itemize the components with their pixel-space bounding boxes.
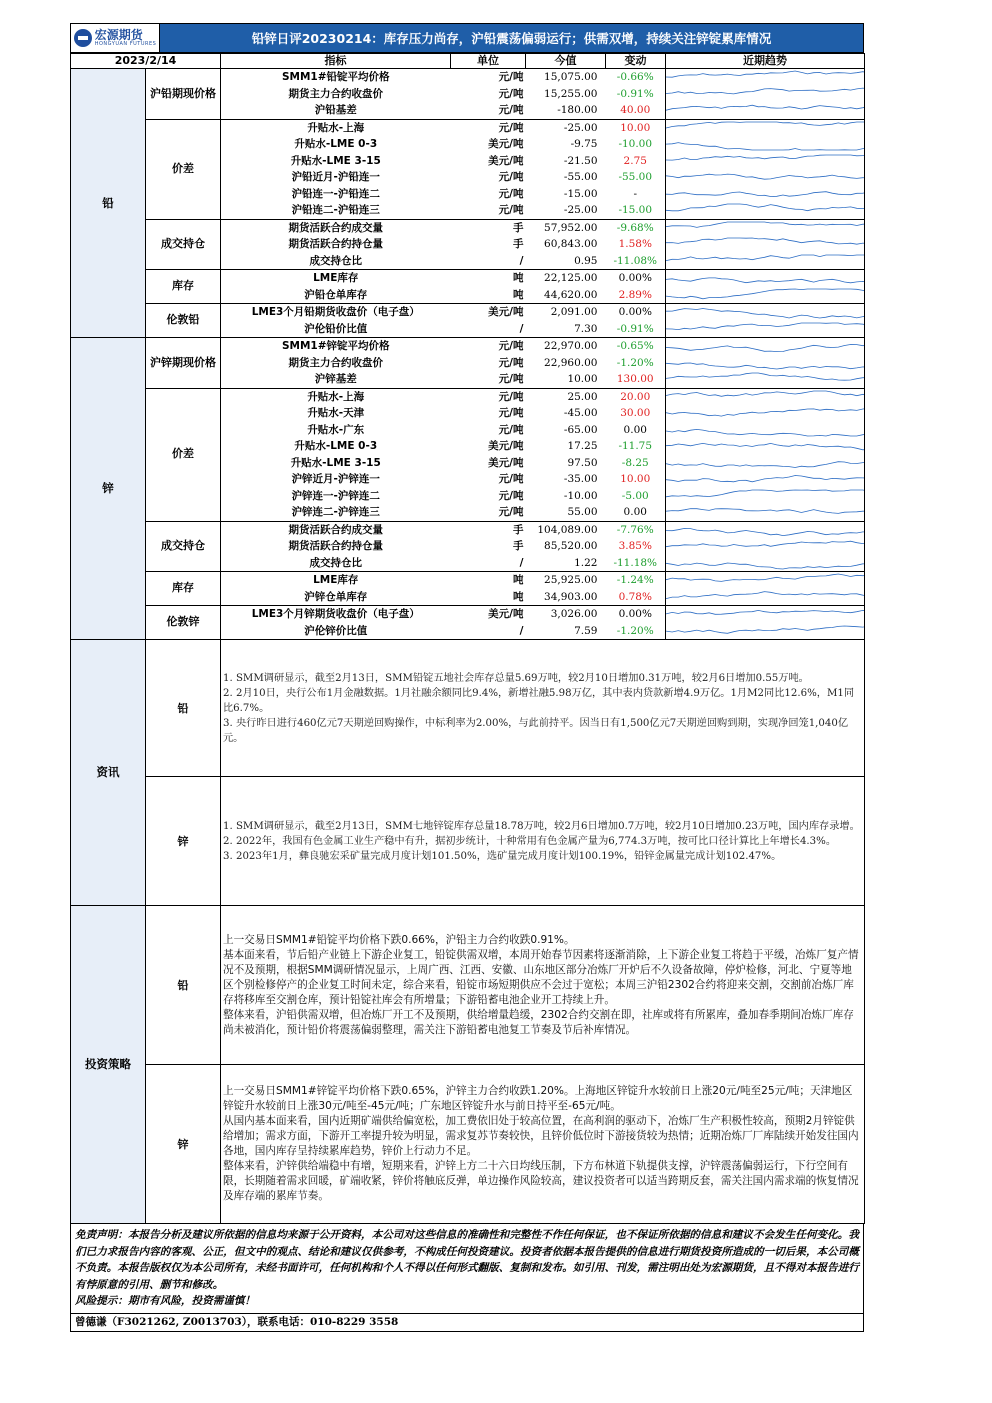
sparkline-svg bbox=[666, 321, 865, 337]
trend-sparkline bbox=[666, 422, 865, 439]
indicator-change: 0.00% bbox=[618, 608, 652, 620]
indicator-name: 沪铅连二-沪铅连三 bbox=[221, 202, 451, 219]
risk-warning: 风险提示：期市有风险，投资需谨慎！ bbox=[75, 1295, 256, 1307]
indicator-change: -15.00 bbox=[606, 202, 666, 219]
indicator-unit: / bbox=[451, 321, 526, 338]
indicator-change: 0.00 bbox=[623, 423, 647, 436]
metal-label: 锌 bbox=[71, 338, 146, 640]
indicator-value: 17.25 bbox=[567, 440, 598, 452]
indicator-unit: 元/吨 bbox=[498, 423, 524, 436]
news-zinc-row bbox=[71, 777, 865, 906]
indicator-value: -25.00 bbox=[563, 121, 598, 134]
indicator-change: 2.89% bbox=[606, 287, 666, 304]
indicator-value: 22,125.00 bbox=[544, 272, 598, 284]
indicator-unit: 吨 bbox=[451, 589, 526, 606]
indicator-name: 升贴水-上海 bbox=[307, 390, 365, 403]
indicator-value: -21.50 bbox=[563, 154, 598, 167]
indicator-value: 15,255.00 bbox=[544, 87, 598, 100]
indicator-unit: 吨 bbox=[451, 287, 526, 304]
indicator-unit: / bbox=[451, 623, 526, 640]
indicator-value: 55.00 bbox=[526, 504, 606, 521]
metal-label: 铅 bbox=[71, 69, 146, 338]
indicator-value: 2,091.00 bbox=[550, 306, 598, 318]
indicator-change: - bbox=[633, 187, 638, 200]
news-lead-item: 2. 2月10日，央行公布1月金融数据。1月社融余额同比9.4%，新增社融5.98万亿，其中表内贷款新增4.9万亿。1月M2同比12.6%，M1同比6.7%。 bbox=[223, 687, 855, 714]
indicator-unit: 元/吨 bbox=[498, 71, 524, 83]
indicator-name: LME库存 bbox=[313, 574, 359, 586]
column-header-row bbox=[71, 54, 865, 69]
indicator-value: 25,925.00 bbox=[544, 574, 598, 586]
indicator-value: 34,903.00 bbox=[526, 589, 606, 606]
indicator-change: -0.65% bbox=[616, 340, 654, 352]
trend-sparkline bbox=[666, 321, 865, 338]
indicator-name: 升贴水-LME 3-15 bbox=[290, 456, 381, 469]
group-label: 伦敦铅 bbox=[146, 304, 221, 338]
indicator-value: 22,960.00 bbox=[544, 356, 598, 369]
sparkline-svg bbox=[666, 555, 865, 571]
col-today: 今值 bbox=[526, 54, 606, 69]
trend-sparkline bbox=[666, 304, 865, 321]
indicator-unit: 元/吨 bbox=[498, 489, 524, 502]
sparkline-svg bbox=[666, 522, 865, 538]
indicator-change: 10.00 bbox=[620, 121, 651, 134]
trend-sparkline bbox=[666, 69, 865, 86]
logo-subtext: HONGYUAN FUTURES bbox=[94, 41, 157, 47]
indicator-name: 期货主力合约收盘价 bbox=[288, 87, 383, 100]
report-page bbox=[70, 23, 864, 1332]
indicator-change: -0.91% bbox=[616, 87, 654, 100]
indicator-value: -35.00 bbox=[563, 473, 598, 485]
indicator-name: 升贴水-广东 bbox=[307, 423, 365, 436]
trend-sparkline bbox=[666, 538, 865, 555]
strategy-lead-para: 基本面来看，节后铅产业链上下游企业复工，铅锭供需双增，本周开始春节因素将逐渐消除，上下游企业复工将趋于平缓，冶炼厂复产情况不及预期，根据SMM调研情况显示，上周广西、江西、安徽、山东地区部分冶炼厂开炉后不久设备故障，停炉检修，河北、宁夏等地区个别检修停产的企业复工时间未定，综合来看，铅锭市场短期供应不会过于宽松；本周三沪铅2302合约将迎来交割，交割前冶炼厂库存将移库至交割仓库，预计铅锭社库会有所增量；下游铅蓄电池企业开工持续上升。 bbox=[223, 948, 859, 1006]
sparkline-svg bbox=[666, 504, 865, 520]
indicator-change: 30.00 bbox=[620, 407, 651, 419]
sparkline-svg bbox=[666, 338, 865, 354]
sparkline-svg bbox=[666, 422, 865, 438]
indicator-unit: 元/吨 bbox=[498, 407, 524, 419]
indicator-value: 25.00 bbox=[567, 390, 598, 403]
indicator-name: 沪铅连一-沪铅连二 bbox=[291, 187, 380, 200]
sparkline-svg bbox=[666, 220, 865, 236]
group-label: 成交持仓 bbox=[146, 219, 221, 270]
indicator-unit: 元/吨 bbox=[498, 171, 524, 183]
sparkline-svg bbox=[666, 102, 865, 118]
trend-sparkline bbox=[666, 471, 865, 488]
indicator-unit: 元/吨 bbox=[498, 390, 524, 403]
indicator-name: 沪伦铅价比值 bbox=[221, 321, 451, 338]
strategy-zinc-para: 从国内基本面来看，国内近期矿端供给偏宽松，加工费依旧处于较高位置，在高利润的驱动下，冶炼厂生产积极性较高，预期2月锌锭供给增加；需求方面，下游开工率提升较为明显，需求复苏节奏较快，且锌价低位时下游接货较为热情；近期冶炼厂厂库陆续开始发往国内各地，国内库存呈持续累库趋势，锌价上行动力不足。 bbox=[223, 1115, 859, 1157]
trend-sparkline bbox=[666, 169, 865, 186]
indicator-unit: 吨 bbox=[513, 574, 524, 586]
group-label: 库存 bbox=[146, 572, 221, 606]
trend-sparkline bbox=[666, 153, 865, 170]
indicator-name: 沪伦锌价比值 bbox=[221, 623, 451, 640]
trend-sparkline bbox=[666, 371, 865, 388]
sparkline-svg bbox=[666, 120, 865, 136]
indicator-unit: 元/吨 bbox=[498, 121, 524, 134]
trend-sparkline bbox=[666, 236, 865, 253]
indicator-name: 升贴水-上海 bbox=[307, 121, 365, 134]
trend-sparkline bbox=[666, 455, 865, 472]
trend-sparkline bbox=[666, 572, 865, 589]
col-trend: 近期趋势 bbox=[666, 54, 865, 69]
indicator-change: 0.00 bbox=[606, 504, 666, 521]
indicator-value: -25.00 bbox=[526, 202, 606, 219]
indicator-name: 沪锌基差 bbox=[221, 371, 451, 388]
sparkline-svg bbox=[666, 371, 865, 387]
indicator-change: -1.24% bbox=[616, 574, 654, 586]
company-logo bbox=[71, 24, 160, 52]
indicator-change: 20.00 bbox=[620, 390, 651, 403]
indicator-change: 2.75 bbox=[623, 154, 647, 167]
indicator-row bbox=[71, 69, 865, 86]
strategy-zinc-row bbox=[71, 1065, 865, 1224]
sparkline-svg bbox=[666, 253, 865, 269]
indicator-change: 10.00 bbox=[620, 473, 651, 485]
col-indicator: 指标 bbox=[221, 54, 451, 69]
sparkline-svg bbox=[666, 86, 865, 102]
indicator-name: 期货活跃合约持仓量 bbox=[288, 238, 383, 250]
logo-text: 宏源期货 bbox=[94, 28, 143, 42]
indicator-unit: 美元/吨 bbox=[488, 440, 524, 452]
indicator-row bbox=[71, 338, 865, 355]
indicator-name: 升贴水-LME 0-3 bbox=[294, 138, 378, 150]
indicator-value: 57,952.00 bbox=[544, 221, 598, 234]
indicator-change: -11.75 bbox=[618, 440, 653, 452]
indicator-value: 1.22 bbox=[526, 555, 606, 572]
sparkline-svg bbox=[666, 355, 865, 371]
indicator-name: 成交持仓比 bbox=[221, 555, 451, 572]
news-lead-item: 1. SMM调研显示，截至2月13日，SMM铅锭五地社会库存总量5.69万吨，较2月10日增加0.31万吨，较2月6日增加0.55万吨。 bbox=[223, 672, 809, 684]
indicator-value: 0.95 bbox=[526, 253, 606, 270]
strategy-lead-label: 铅 bbox=[146, 906, 221, 1065]
strategy-label: 投资策略 bbox=[71, 906, 146, 1224]
indicator-value: -10.00 bbox=[563, 489, 598, 502]
news-label: 资讯 bbox=[71, 640, 146, 906]
trend-sparkline bbox=[666, 202, 865, 219]
strategy-zinc-label: 锌 bbox=[146, 1065, 221, 1224]
indicator-change: 0.00% bbox=[618, 306, 652, 318]
trend-sparkline bbox=[666, 338, 865, 355]
sparkline-svg bbox=[666, 438, 865, 454]
indicator-value: 44,620.00 bbox=[526, 287, 606, 304]
sparkline-svg bbox=[666, 287, 865, 303]
news-lead-label: 铅 bbox=[146, 640, 221, 777]
sparkline-svg bbox=[666, 186, 865, 202]
indicator-unit: 元/吨 bbox=[451, 504, 526, 521]
group-label: 成交持仓 bbox=[146, 521, 221, 572]
sparkline-svg bbox=[666, 471, 865, 487]
trend-sparkline bbox=[666, 119, 865, 136]
indicator-name: 升贴水-LME 3-15 bbox=[290, 154, 381, 167]
indicator-name: LME3个月铅期货收盘价（电子盘） bbox=[251, 306, 420, 318]
group-label: 库存 bbox=[146, 270, 221, 304]
trend-sparkline bbox=[666, 355, 865, 372]
indicator-name: LME库存 bbox=[313, 272, 359, 284]
indicator-unit: 手 bbox=[513, 221, 524, 234]
indicator-name: 沪铅近月-沪铅连一 bbox=[291, 171, 380, 183]
indicator-change: 3.85% bbox=[618, 540, 652, 552]
trend-sparkline bbox=[666, 186, 865, 203]
trend-sparkline bbox=[666, 270, 865, 287]
indicator-unit: 美元/吨 bbox=[488, 138, 524, 150]
trend-sparkline bbox=[666, 589, 865, 606]
indicator-value: 7.59 bbox=[526, 623, 606, 640]
indicator-name: SMM1#锌锭平均价格 bbox=[281, 340, 390, 352]
trend-sparkline bbox=[666, 606, 865, 623]
indicator-value: -9.75 bbox=[570, 138, 598, 150]
indicator-unit: / bbox=[451, 555, 526, 572]
sparkline-svg bbox=[666, 136, 865, 152]
indicator-change: -10.00 bbox=[618, 138, 653, 150]
indicator-unit: 元/吨 bbox=[498, 340, 524, 352]
data-table bbox=[70, 53, 865, 1224]
indicator-change: 40.00 bbox=[606, 102, 666, 119]
sparkline-svg bbox=[666, 153, 865, 169]
trend-sparkline bbox=[666, 219, 865, 236]
news-zinc-text bbox=[221, 777, 865, 906]
indicator-name: 沪锌连二-沪锌连三 bbox=[221, 504, 451, 521]
group-label: 价差 bbox=[146, 119, 221, 219]
zinc-section bbox=[71, 338, 865, 640]
indicator-change: 130.00 bbox=[606, 371, 666, 388]
indicator-value: 104,089.00 bbox=[537, 523, 598, 536]
indicator-row bbox=[71, 572, 865, 589]
strategy-lead-row bbox=[71, 906, 865, 1065]
indicator-name: 沪锌仓单库存 bbox=[221, 589, 451, 606]
sparkline-svg bbox=[666, 455, 865, 471]
trend-sparkline bbox=[666, 488, 865, 505]
trend-sparkline bbox=[666, 521, 865, 538]
group-label: 沪铅期现价格 bbox=[146, 69, 221, 120]
indicator-name: LME3个月锌期货收盘价（电子盘） bbox=[251, 608, 420, 620]
indicator-value: -45.00 bbox=[563, 407, 598, 419]
indicator-row bbox=[71, 606, 865, 623]
indicator-unit: 美元/吨 bbox=[488, 306, 524, 318]
trend-sparkline bbox=[666, 253, 865, 270]
indicator-row bbox=[71, 270, 865, 287]
indicator-change: -1.20% bbox=[606, 623, 666, 640]
col-change: 变动 bbox=[606, 54, 666, 69]
indicator-unit: 元/吨 bbox=[498, 87, 524, 100]
trend-sparkline bbox=[666, 136, 865, 153]
indicator-unit: 手 bbox=[513, 540, 524, 552]
indicator-row bbox=[71, 119, 865, 136]
news-lead-item: 3. 央行昨日进行460亿元7天期逆回购操作，中标利率为2.00%，与此前持平。因当日有1,500亿元7天期逆回购到期，实现净回笼1,040亿元。 bbox=[223, 717, 849, 744]
indicator-unit: 手 bbox=[513, 523, 524, 536]
indicator-change: -5.00 bbox=[621, 489, 649, 502]
sparkline-svg bbox=[666, 236, 865, 252]
group-label: 沪锌期现价格 bbox=[146, 338, 221, 389]
report-title: 铅锌日评20230214：库存压力尚存，沪铅震荡偏弱运行；供需双增，持续关注锌锭累库情况 bbox=[160, 24, 863, 52]
news-lead-row bbox=[71, 640, 865, 777]
trend-sparkline bbox=[666, 438, 865, 455]
group-label: 价差 bbox=[146, 388, 221, 521]
trend-sparkline bbox=[666, 388, 865, 405]
indicator-unit: 手 bbox=[513, 238, 524, 250]
indicator-name: SMM1#铅锭平均价格 bbox=[281, 71, 390, 83]
indicator-value: 22,970.00 bbox=[544, 340, 598, 352]
indicator-value: 85,520.00 bbox=[544, 540, 598, 552]
indicator-unit: 元/吨 bbox=[451, 371, 526, 388]
indicator-unit: 元/吨 bbox=[451, 102, 526, 119]
disclaimer bbox=[70, 1224, 864, 1314]
indicator-name: 沪锌近月-沪锌连一 bbox=[291, 473, 380, 485]
indicator-unit: / bbox=[451, 253, 526, 270]
indicator-unit: 吨 bbox=[513, 272, 524, 284]
sparkline-svg bbox=[666, 572, 865, 588]
indicator-change: -0.66% bbox=[616, 71, 654, 83]
indicator-unit: 美元/吨 bbox=[488, 154, 524, 167]
trend-sparkline bbox=[666, 555, 865, 572]
indicator-change: -55.00 bbox=[618, 171, 653, 183]
sparkline-svg bbox=[666, 169, 865, 185]
strategy-zinc-para: 上一交易日SMM1#锌锭平均价格下跌0.65%，沪锌主力合约收跌1.20%。上海地区锌锭升水较前日上涨20元/吨至25元/吨；天津地区锌锭升水较前日上涨30元/吨至-45元/吨；广东地区锌锭升水与前日持平至-65元/吨。 bbox=[223, 1085, 853, 1112]
indicator-value: -65.00 bbox=[563, 423, 598, 436]
indicator-change: 1.58% bbox=[618, 238, 652, 250]
indicator-name: 沪铅基差 bbox=[221, 102, 451, 119]
strategy-zinc-para: 整体来看，沪锌供给端稳中有增，短期来看，沪锌上方二十六日均线压制，下方布林道下轨提供支撑，沪锌震荡偏弱运行，下行空间有限，长期随着需求回暖，矿端收紧，锌价将触底反弹，单边操作风险较高，建议投资者可以适当跨期反套，需关注国内需求端的恢复情况及库存端的累库节奏。 bbox=[223, 1160, 859, 1202]
analyst-contact: 曾德谦（F3021262, Z0013703），联系电话：010-8229 3558 bbox=[70, 1314, 864, 1332]
lead-section bbox=[71, 69, 865, 338]
logo-icon bbox=[74, 29, 92, 47]
indicator-row bbox=[71, 388, 865, 405]
indicator-value: 3,026.00 bbox=[550, 608, 598, 620]
indicator-unit: 美元/吨 bbox=[488, 456, 524, 469]
indicator-value: 97.50 bbox=[567, 456, 598, 469]
trend-sparkline bbox=[666, 405, 865, 422]
indicator-change: 0.00% bbox=[618, 272, 652, 284]
report-header bbox=[70, 23, 864, 53]
indicator-row bbox=[71, 219, 865, 236]
indicator-name: 期货活跃合约成交量 bbox=[288, 523, 383, 536]
news-zinc-item: 2. 2022年，我国有色金属工业生产稳中有升，据初步统计，十种常用有色金属产量为6,774.3万吨，按可比口径计算比上年增长4.3%。 bbox=[223, 835, 837, 847]
sparkline-svg bbox=[666, 69, 865, 85]
news-zinc-item: 3. 2023年1月，彝良驰宏采矿量完成月度计划101.50%，选矿量完成月度计划100.19%，铅锌金属量完成计划102.47%。 bbox=[223, 850, 782, 862]
indicator-change: -11.18% bbox=[606, 555, 666, 572]
indicator-row bbox=[71, 304, 865, 321]
indicator-unit: 元/吨 bbox=[498, 187, 524, 200]
col-unit: 单位 bbox=[451, 54, 526, 69]
strategy-lead-text bbox=[221, 906, 865, 1065]
report-date: 2023/2/14 bbox=[71, 54, 221, 69]
indicator-name: 成交持仓比 bbox=[221, 253, 451, 270]
indicator-change: -9.68% bbox=[616, 221, 654, 234]
indicator-value: 10.00 bbox=[526, 371, 606, 388]
sparkline-svg bbox=[666, 389, 865, 405]
sparkline-svg bbox=[666, 405, 865, 421]
trend-sparkline bbox=[666, 287, 865, 304]
indicator-unit: 元/吨 bbox=[498, 473, 524, 485]
sparkline-svg bbox=[666, 623, 865, 639]
trend-sparkline bbox=[666, 86, 865, 103]
indicator-row bbox=[71, 521, 865, 538]
indicator-name: 期货活跃合约持仓量 bbox=[288, 540, 383, 552]
sparkline-svg bbox=[666, 270, 865, 286]
indicator-value: 7.30 bbox=[526, 321, 606, 338]
indicator-unit: 美元/吨 bbox=[488, 608, 524, 620]
indicator-change: -0.91% bbox=[606, 321, 666, 338]
sparkline-svg bbox=[666, 538, 865, 554]
sparkline-svg bbox=[666, 304, 865, 320]
trend-sparkline bbox=[666, 504, 865, 521]
indicator-change: -11.08% bbox=[606, 253, 666, 270]
indicator-value: -180.00 bbox=[526, 102, 606, 119]
sparkline-svg bbox=[666, 589, 865, 605]
indicator-unit: 元/吨 bbox=[498, 356, 524, 369]
sparkline-svg bbox=[666, 202, 865, 218]
news-zinc-label: 锌 bbox=[146, 777, 221, 906]
trend-sparkline bbox=[666, 102, 865, 119]
indicator-value: 15,075.00 bbox=[544, 71, 598, 83]
indicator-value: -15.00 bbox=[563, 187, 598, 200]
indicator-name: 升贴水-天津 bbox=[307, 407, 365, 419]
indicator-name: 沪锌连一-沪锌连二 bbox=[291, 489, 380, 502]
sparkline-svg bbox=[666, 606, 865, 622]
group-label: 伦敦锌 bbox=[146, 606, 221, 640]
indicator-change: -1.20% bbox=[616, 356, 654, 369]
indicator-name: 沪铅仓单库存 bbox=[221, 287, 451, 304]
indicator-name: 升贴水-LME 0-3 bbox=[294, 440, 378, 452]
indicator-unit: 元/吨 bbox=[451, 202, 526, 219]
indicator-value: 60,843.00 bbox=[544, 238, 598, 250]
disclaimer-text: 免责声明：本报告分析及建议所依据的信息均来源于公开资料，本公司对这些信息的准确性和完整性不作任何保证，也不保证所依据的信息和建议不会发生任何变化。我们已力求报告内容的客观、公正，但文中的观点、结论和建议仅供参考，不构成任何投资建议。投资者依据本报告提供的信息进行期货投资所造成的一切后果，本公司概不负责。本报告版权仅为本公司所有，未经书面许可，任何机构和个人不得以任何形式翻版、复制和发布。如引用、刊发，需注明出处为宏源期货，且不得对本报告进行有悖原意的引用、删节和修改。 bbox=[75, 1229, 859, 1291]
news-lead-text bbox=[221, 640, 865, 777]
indicator-name: 期货活跃合约成交量 bbox=[288, 221, 383, 234]
news-zinc-item: 1. SMM调研显示，截至2月13日，SMM七地锌锭库存总量18.78万吨，较2月6日增加0.7万吨，较2月10日增加0.23万吨，国内库存录增。 bbox=[223, 820, 860, 832]
indicator-change: -7.76% bbox=[616, 523, 654, 536]
strategy-lead-para: 上一交易日SMM1#铅锭平均价格下跌0.66%，沪铅主力合约收跌0.91%。 bbox=[223, 933, 575, 946]
trend-sparkline bbox=[666, 623, 865, 640]
indicator-change: -8.25 bbox=[621, 456, 649, 469]
indicator-change: 0.78% bbox=[606, 589, 666, 606]
strategy-lead-para: 整体来看，沪铅供需双增，但冶炼厂开工不及预期，供给增量趋缓，2302合约交割在即，社库或将有所累库，叠加春季期间冶炼厂库存尚未被消化，预计铅价将震荡偏弱整理，需关注下游铅蓄电池复工节奏及节后补库情况。 bbox=[223, 1008, 854, 1036]
indicator-name: 期货主力合约收盘价 bbox=[288, 356, 383, 369]
strategy-zinc-text bbox=[221, 1065, 865, 1224]
sparkline-svg bbox=[666, 488, 865, 504]
indicator-value: -55.00 bbox=[563, 171, 598, 183]
